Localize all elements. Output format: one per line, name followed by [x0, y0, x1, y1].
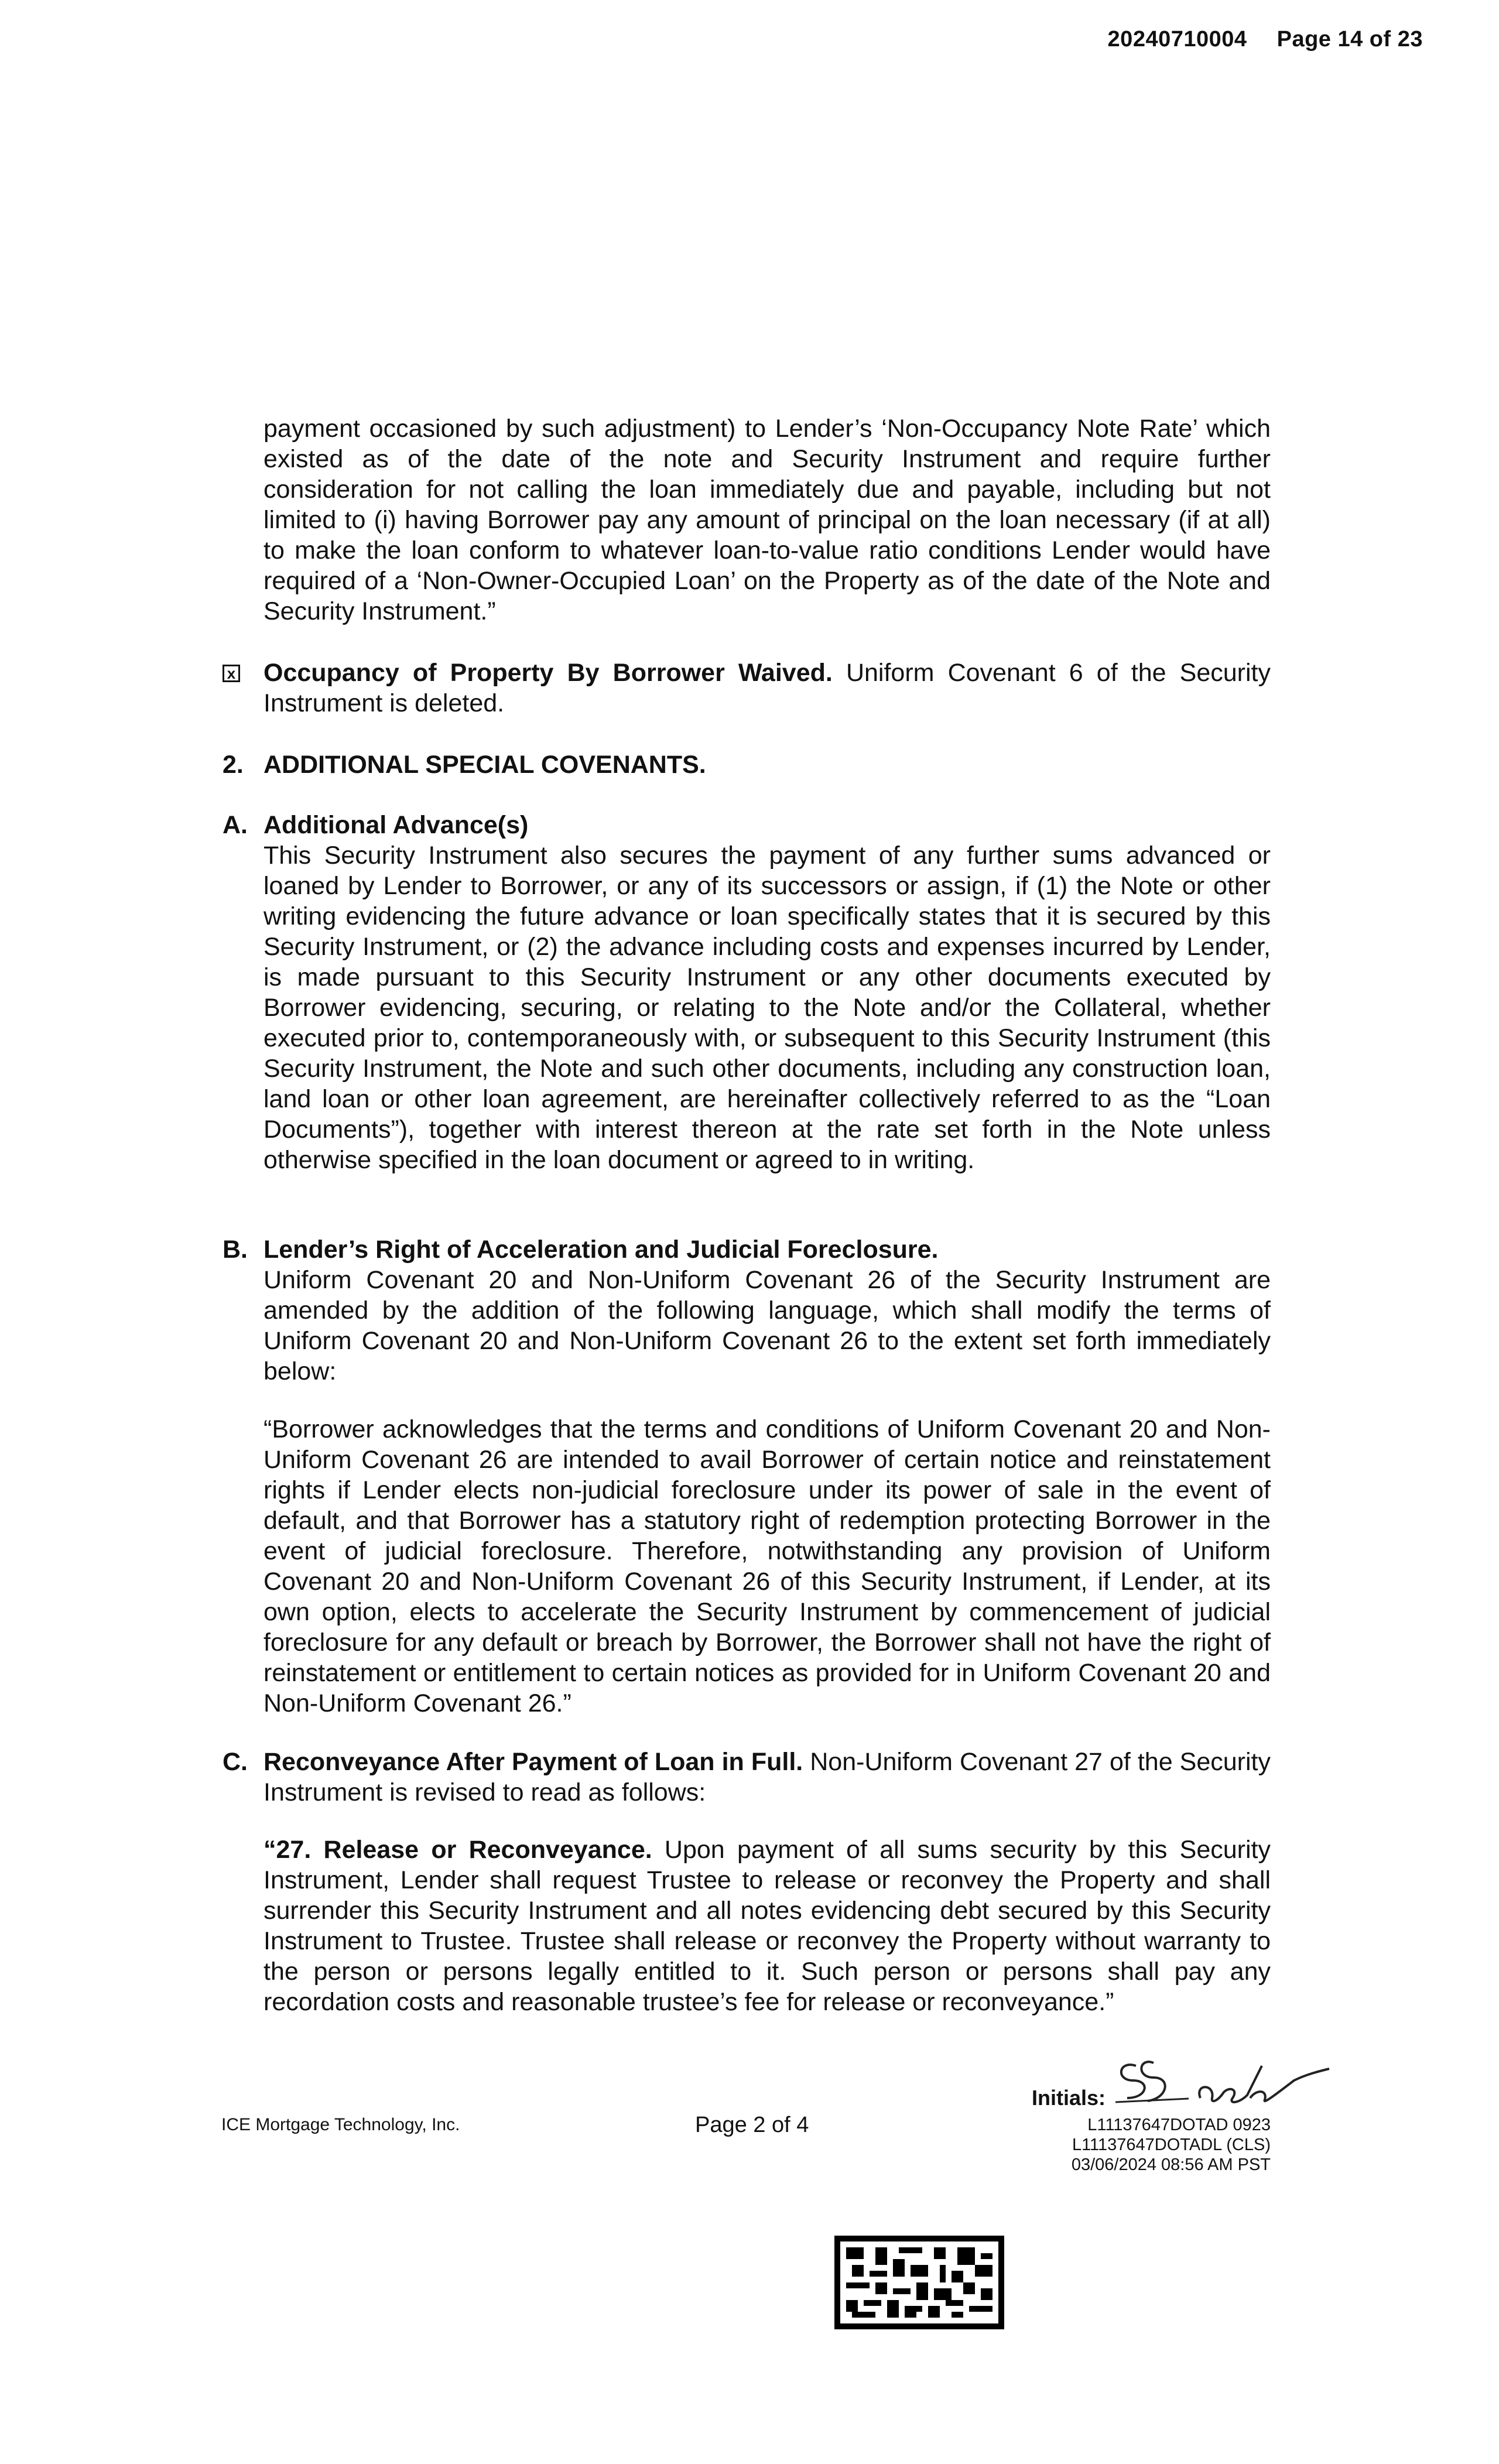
section-a	[223, 810, 1271, 1175]
section-b-title: Lender’s Right of Acceleration and Judicial Foreclosure.	[263, 1236, 939, 1264]
section-2-number: 2.	[223, 751, 244, 779]
barcode-icon	[834, 2236, 1004, 2329]
section-c-quote	[263, 1835, 1271, 2017]
occupancy-checkbox: x	[223, 665, 240, 682]
footer-codes	[1048, 2115, 1271, 2175]
section-2-title: ADDITIONAL SPECIAL COVENANTS.	[263, 751, 706, 779]
section-b	[223, 1234, 1271, 1387]
page-counter: Page 14 of 23	[1276, 27, 1423, 52]
footer-page-number: Page 2 of 4	[695, 2113, 809, 2137]
handwritten-initials-signature	[1113, 2048, 1335, 2113]
continuation-paragraph: payment occasioned by such adjustment) to Lender’s ‘Non-Occupancy Note Rate’ which existed as of the date of the note and Security Instrument and require further consideration for not calling the loan immediately due and payable, including but not limited to (i) having Borrower pay any amount of principal on the loan necessary (if at all) to make the loan conform to whatever loan-to-value ratio conditions Lender would have required of a ‘Non-Owner-Occupied Loan’ on the Property as of the date of the Note and Security Instrument.”	[263, 415, 1271, 625]
section-b-quote: “Borrower acknowledges that the terms and conditions of Uniform Covenant 20 and Non-Uniform Covenant 26 are intended to avail Borrower of certain notice and reinstatement rights if Lender elects non-judicial foreclosure under its power of sale in the event of default, and that Borrower has a statutory right of redemption protecting Borrower in the event of judicial foreclosure. Therefore, notwithstanding any provision of Uniform Covenant 20 and Non-Uniform Covenant 26 of this Security Instrument, if Lender, at its own option, elects to accelerate the Security Instrument by commencement of judicial foreclosure for any default or breach by Borrower, the Borrower shall not have the right of reinstatement or entitlement to certain notices as provided for in Uniform Covenant 20 and Non-Uniform Covenant 26.”	[263, 1415, 1271, 1717]
section-c-letter: C.	[223, 1748, 248, 1776]
form-code: L11137647DOTAD 0923	[1087, 2116, 1271, 2134]
section-b-letter: B.	[223, 1236, 248, 1264]
section-a-title: Additional Advance(s)	[263, 811, 529, 839]
form-code-secondary: L11137647DOTADL (CLS)	[1072, 2136, 1271, 2154]
print-timestamp: 03/06/2024 08:56 AM PST	[1071, 2155, 1271, 2174]
section-a-text: This Security Instrument also secures the payment of any further sums advanced or loaned by Lender to Borrower, or any of its successors or assign, if (1) the Note or other writing evidencing the future advance or loan specifically states that it is secured by this Security Instrument, or (2) the advance including costs and expenses incurred by Lender, is made pursuant to this Security Instrument or any other documents executed by Borrower evidencing, securing, or relating to the Note and/or the Collateral, whether executed prior to, contemporaneously with, or subsequent to this Security Instrument (this Security Instrument, the Note and such other documents, including any construction loan, land loan or other loan agreement, are hereinafter collectively referred to as the “Loan Documents”), together with interest thereon at the rate set forth in the Note unless otherwise specified in the loan document or agreed to in writing.	[263, 841, 1271, 1174]
covenant-27-title: “27. Release or Reconveyance.	[263, 1836, 652, 1864]
section-c-title: Reconveyance After Payment of Loan in Full.	[263, 1748, 803, 1776]
page-header	[1084, 27, 1423, 52]
section-c-text: Non-Uniform Covenant 27 of the Security Instrument is revised to read as follows:	[263, 1748, 1271, 1806]
occupancy-text: Uniform Covenant 6 of the Security Instrument is deleted.	[263, 659, 1271, 717]
section-c	[223, 1747, 1271, 1808]
occupancy-title: Occupancy of Property By Borrower Waived.	[263, 659, 833, 687]
initials-label: Initials:	[1032, 2086, 1106, 2110]
document-number: 20240710004	[1107, 27, 1247, 52]
section-b-text: Uniform Covenant 20 and Non-Uniform Covenant 26 of the Security Instrument are amended by the addition of the following language, which shall modify the terms of Uniform Covenant 20 and Non-Uniform Covenant 26 to the extent set forth immediately below:	[263, 1266, 1271, 1385]
footer-company: ICE Mortgage Technology, Inc.	[221, 2115, 460, 2134]
section-a-letter: A.	[223, 811, 248, 839]
occupancy-waived-item	[223, 658, 1271, 718]
covenant-27-text: Upon payment of all sums security by this Security Instrument, Lender shall request Trustee to release or reconvey the Property and shall surrender this Security Instrument and all notes evidencing debt secured by this Security Instrument to Trustee. Trustee shall release or reconvey the Property without warranty to the person or persons legally entitled to it. Such person or persons shall pay any recordation costs and reasonable trustee’s fee for release or reconveyance.”	[263, 1836, 1271, 2016]
section-2-heading	[223, 750, 1271, 780]
